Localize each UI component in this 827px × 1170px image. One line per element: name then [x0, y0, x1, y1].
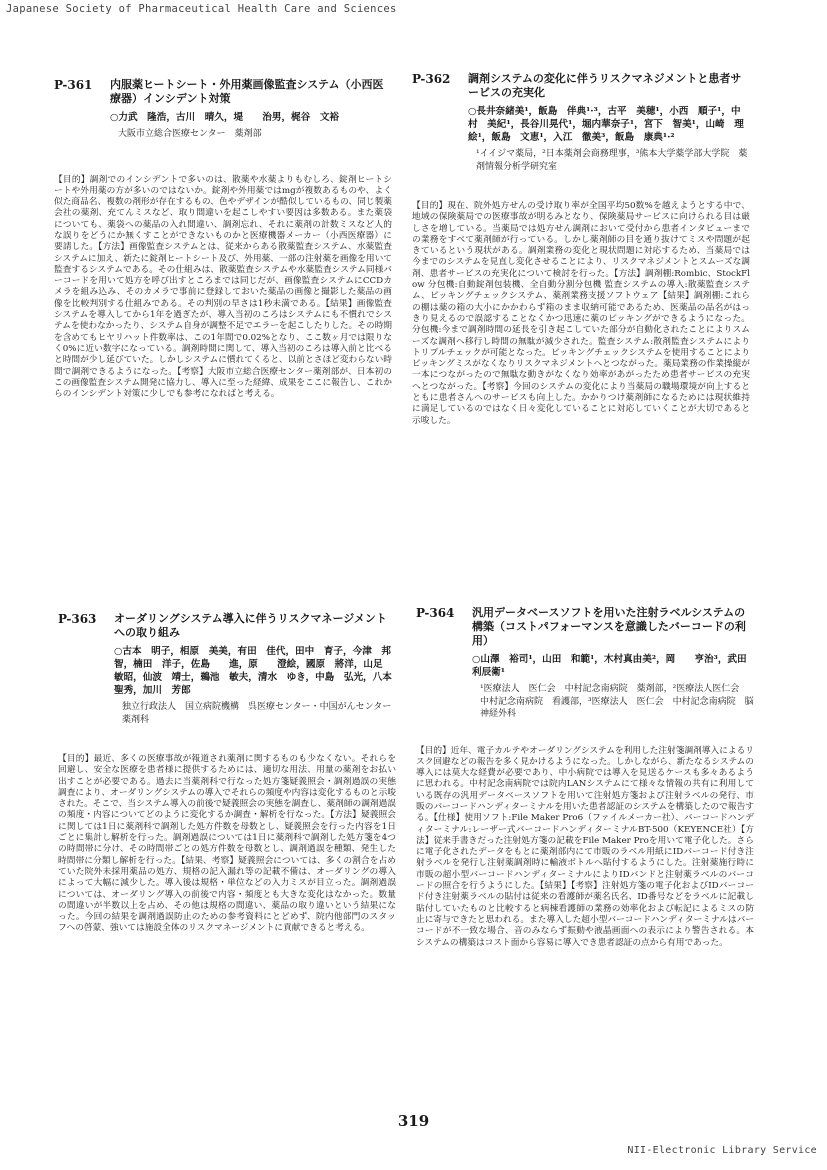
abstract-header	[54, 78, 392, 141]
abstract-body: 【目的】最近、多くの医療事故が報道され薬剤に関するものも少なくない。それらを回避し、安全な医療を患者様に提供するためには、適切な用法、用量の薬剤をお払い出すことが必要である。過去に当薬剤科で行なった処方箋疑義照会・調剤過誤の実態調査により、オーダリングシステムの導入でそれらの頻度や内容は変化するものと示唆された。そこで、当システム導入の前後で疑義照会の実態を調査し、薬剤師の調剤過誤の頻度・内容についてどのように変化するか調査・解析を行なった。【方法】疑義照会に関しては1日に薬剤科で調剤した処方件数を母数とし、疑義照会を行った内容を1日ごとに集計し解析を行った。調剤過誤については1日に薬剤科で調剤した処方箋を4つの時間帯に分け、その時間帯ごとの処方件数を母数とし、調剤過誤を種類、発生した時間帯に分類し解析を行った。【結果、考察】疑義照会については、多くの割合を占めていた院外未採用薬品の処方、規格の記入漏れ等の記載不備は、オーダリングの導入によって大幅に減少した。導入後は規格・単位などの入力ミスが目立った。調剤過誤については、オーダリング導入の前後で内容・頻度とも大きな変化はなかった。数量の間違いが半数以上を占め、その他は規格の間違い、薬品の取り違いという結果になった。今回の結果を調剤過誤防止のための参考資料にとどめず、院内他部門のスタッフへの啓蒙、強いては施設全体のリスクマネージメントに貢献できると考える。	[58, 754, 396, 934]
abstract-body: 【目的】近年、電子カルテやオーダリングシステムを利用した注射箋調剤導入によるリスク回避などの報告を多く見かけるようになった。しかしながら、新たなるシステムの導入には莫大な経費が必要であり、中小病院では導入を見送るケースも多々あるように思われる。中村記念南病院では院内LANシステムにて様々な情報の共有に利用している既存の汎用データベースソフトを用いて注射処方箋および注射ラベルの発行、市販のバーコードハンディターミナルを用いた患者認証のシステムを構築したので報告する。【仕様】使用ソフト:File Maker Pro6（ファイルメーカー社）、バーコードハンディターミナル:レーザー式バーコードハンディターミナルBT-500（KEYENCE社）【方法】従来手書きだった注射処方箋の記載をFile Maker Proを用いて電子化した。さらに電子化されたデータをもとに薬剤部内にて市販のラベル用紙にIDバーコード付き注射ラベルを発行し注射薬調剤時に輸液ボトルへ貼付するようにした。注射薬施行時に市販の超小型バーコードハンディターミナルによりIDバンドと注射薬ラベルのバーコードの照合を行うようにした。【結果】【考察】注射処方箋の電子化およびIDバーコード付き注射薬ラベルの貼付は従来の看護師が薬名氏名、ID番号などをラベルに記載し貼付していたものと比較すると病棟看護師の業務の効率化および転記によるミスの防止に寄与できたと思われる。また導入した超小型バーコードハンディターミナルはバーコードが不一致な場合、音のみならず振動や液晶画面への表示により警告される。本システムの構築はコスト面から容易に導入でき患者認証の点から有用であった。	[416, 745, 754, 948]
abstract-affiliation: ¹イイジマ薬局，²日本薬剤会商務理事，³熊本大学薬学部大学院 薬剤情報分析学研究室	[476, 149, 748, 172]
abstract-body: 【目的】現在、院外処方せんの受け取り率が全国平均50数%を越えようとする中で、地域の保険薬局での医療事故が明るみとなり、保険薬局サービスに向けられる目は厳しさを増している。当薬局では処方せん調剤において受付から患者インタビューまでの業務をすべて薬剤師が行っている。しかし薬剤師の目を通り抜けてミスや問題が起きているという現状がある。調剤業務の変化と現状問題に対応するため、当薬局では今までのシステムを見直し変化させることにより、リスクマネジメントとスムーズな調剤、患者サービスの充実化について検討を行った。【方法】調剤棚:Rombic、StockFlow 分包機:自動錠剤包装機、全自動分割分包機 監査システムの導入:散薬監査システム、ピッキングチェックシステム、薬剤業務支援ソフトウェア【結果】調剤棚:これらの棚は薬の箱の大小にかかわらず箱のまま収納可能であるため、医薬品の品名がはっきり見えるので誤認することなくかつ迅速に薬のピッキングができるようになった。分包機:今まで調剤時間の延長を引き起こしていた部分が自動化されたことによりスムーズな調剤へ移行し時間の無駄が減少された。監査システム:散剤監査システムによりトリプルチェックが可能となった。ピッキングチェックシステムを使用することによりピッキングミスがなくなりリスクマネジメントへとつながった。薬局業務の作業操縦が一本につながったので無駄な動きがなくなり効率があがったため患者サービスの充実へとつながった。【考察】今回のシステムの変化により当薬局の職場環境が向上するとともに患者さんへのサービスも向上した。かかりつけ薬剤師になるためには現状維持に満足しているのではなく日々変化していることに対応していくことが大切であると示唆した。	[412, 201, 750, 426]
abstract-id: P-362	[412, 72, 451, 86]
abstract-id: P-361	[54, 78, 93, 92]
abstract-p363	[58, 612, 402, 935]
abstract-p361	[54, 78, 392, 400]
abstract-affiliation: 独立行政法人 国立病院機構 呉医療センター・中国がんセンター 薬剤科	[122, 702, 401, 725]
page-number: 319	[397, 1112, 430, 1130]
abstract-title: 調剤システムの変化に伴うリスクマネジメントと患者サービスの充実化	[468, 72, 742, 99]
abstract-id: P-363	[58, 612, 97, 626]
abstract-authors: ○山澤 裕司¹，山田 和範¹，木村真由美²，岡 亨治³，武田利辰衛¹	[472, 654, 747, 678]
abstract-title: 内服薬ヒートシート・外用薬画像監査システム（小西医療器）インシデント対策	[110, 78, 384, 105]
abstract-title: オーダリングシステム導入に伴うリスクマネージメントへの取り組み	[114, 612, 387, 639]
abstract-header	[416, 606, 754, 721]
abstract-affiliation: 大阪市立総合医療センター 薬剤部	[118, 129, 262, 139]
library-service-footer: NII-Electronic Library Service	[627, 1145, 817, 1156]
society-header: Japanese Society of Pharmaceutical Health Care and Sciences	[6, 3, 397, 15]
abstract-affiliation: ¹医療法人 医仁会 中村記念南病院 薬剤部，²医療法人医仁会 中村記念南病院 看護部，³医療法人 医仁会 中村記念南病院 脳神経外科	[480, 684, 754, 719]
abstract-p364	[416, 606, 754, 949]
abstract-body: 【目的】調剤でのインシデントで多いのは、散薬や水薬よりもむしろ、錠剤ヒートシートや外用薬の方が多いのではないか。錠剤や外用薬ではmgが複数あるものや、よく似た商品名、複数の剤形が存在するもの、色やデザインが酷似しているもの、同じ製薬会社の薬剤、充てんミスなど、取り間違いを起こしやすい要因は多数ある。また薬袋についても、薬袋への薬品の入れ間違い、調剤忘れ、それに薬剤の計数ミスなど人的な誤りをどうにか無くすことができないものかと医療機器メーカー（小西医療器）に要請した。【方法】画像監査システムとは、従来からある散薬監査システム、水薬監査システムに加え、新たに錠剤ヒートシート及び、外用薬、一部の注射薬を画像を用いて監査するシステムである。その仕組みは、散薬監査システムや水薬監査システム同様バーコードを用いて処方を呼び出すところまでは同じだが、画像監査システムにCCDカメラを組み込み、そのカメラで事前に登録しておいた薬品の画像と撮影した薬品の画像を比較判別する仕組みである。その判別の早さは1秒未満である。【結果】画像監査システムを導入してから1年を過ぎたが、導入当初のころはシステムにも不慣れでシステムを使わなかったり、システム自身が調整不足でエラーを起こしたりした。その時期を含めてもヒヤリハット件数率は、この1年間で0.02%となり、ここ数ヶ月では限りなく0%に近い数字になっている。調剤時間に関して、導入当初のころは導入前と比べると時間が少し延びていた。しかしシステムに慣れてくると、以前とさほど変わらない時間で調剤できるようになった。【考察】大阪市立総合医療センター薬剤部が、日本初のこの画像監査システム開発に協力し、導入に至った経緯、成果をここに報告し、これからのインシデント対策に少しでも参考になればと考える。	[54, 174, 392, 400]
abstract-title: 汎用データベースソフトを用いた注射ラベルシステムの構築（コストパフォーマンスを意識したバーコードの利用）	[472, 606, 746, 647]
abstract-header	[58, 612, 402, 726]
abstract-authors: ○長井奈緒美¹，飯島 伴典¹·³，古平 美穂¹，小西 順子¹，中村 美紀¹，長谷川晃代¹，堀内華奈子¹，宮下 智美¹，山崎 理絵¹，飯島 文恵¹，入江 徹美³，飯島 康典¹·²	[468, 106, 744, 143]
abstract-header	[412, 72, 750, 173]
abstract-id: P-364	[416, 606, 455, 620]
abstract-p362	[412, 72, 750, 427]
abstract-authors: ○力武 隆浩，古川 晴久，堤 治男，梶谷 文裕	[110, 112, 340, 123]
abstract-authors: ○古本 明子，相原 美美，有田 佳代，田中 育子，今津 邦智，楠田 洋子，佐島 進，原 澄絵，國原 將洋，山足 敏昭，仙波 靖士，鵜池 敏夫，清水 ゆき，中島 弘光，八本 聖秀，加川 芳郎	[114, 646, 402, 696]
